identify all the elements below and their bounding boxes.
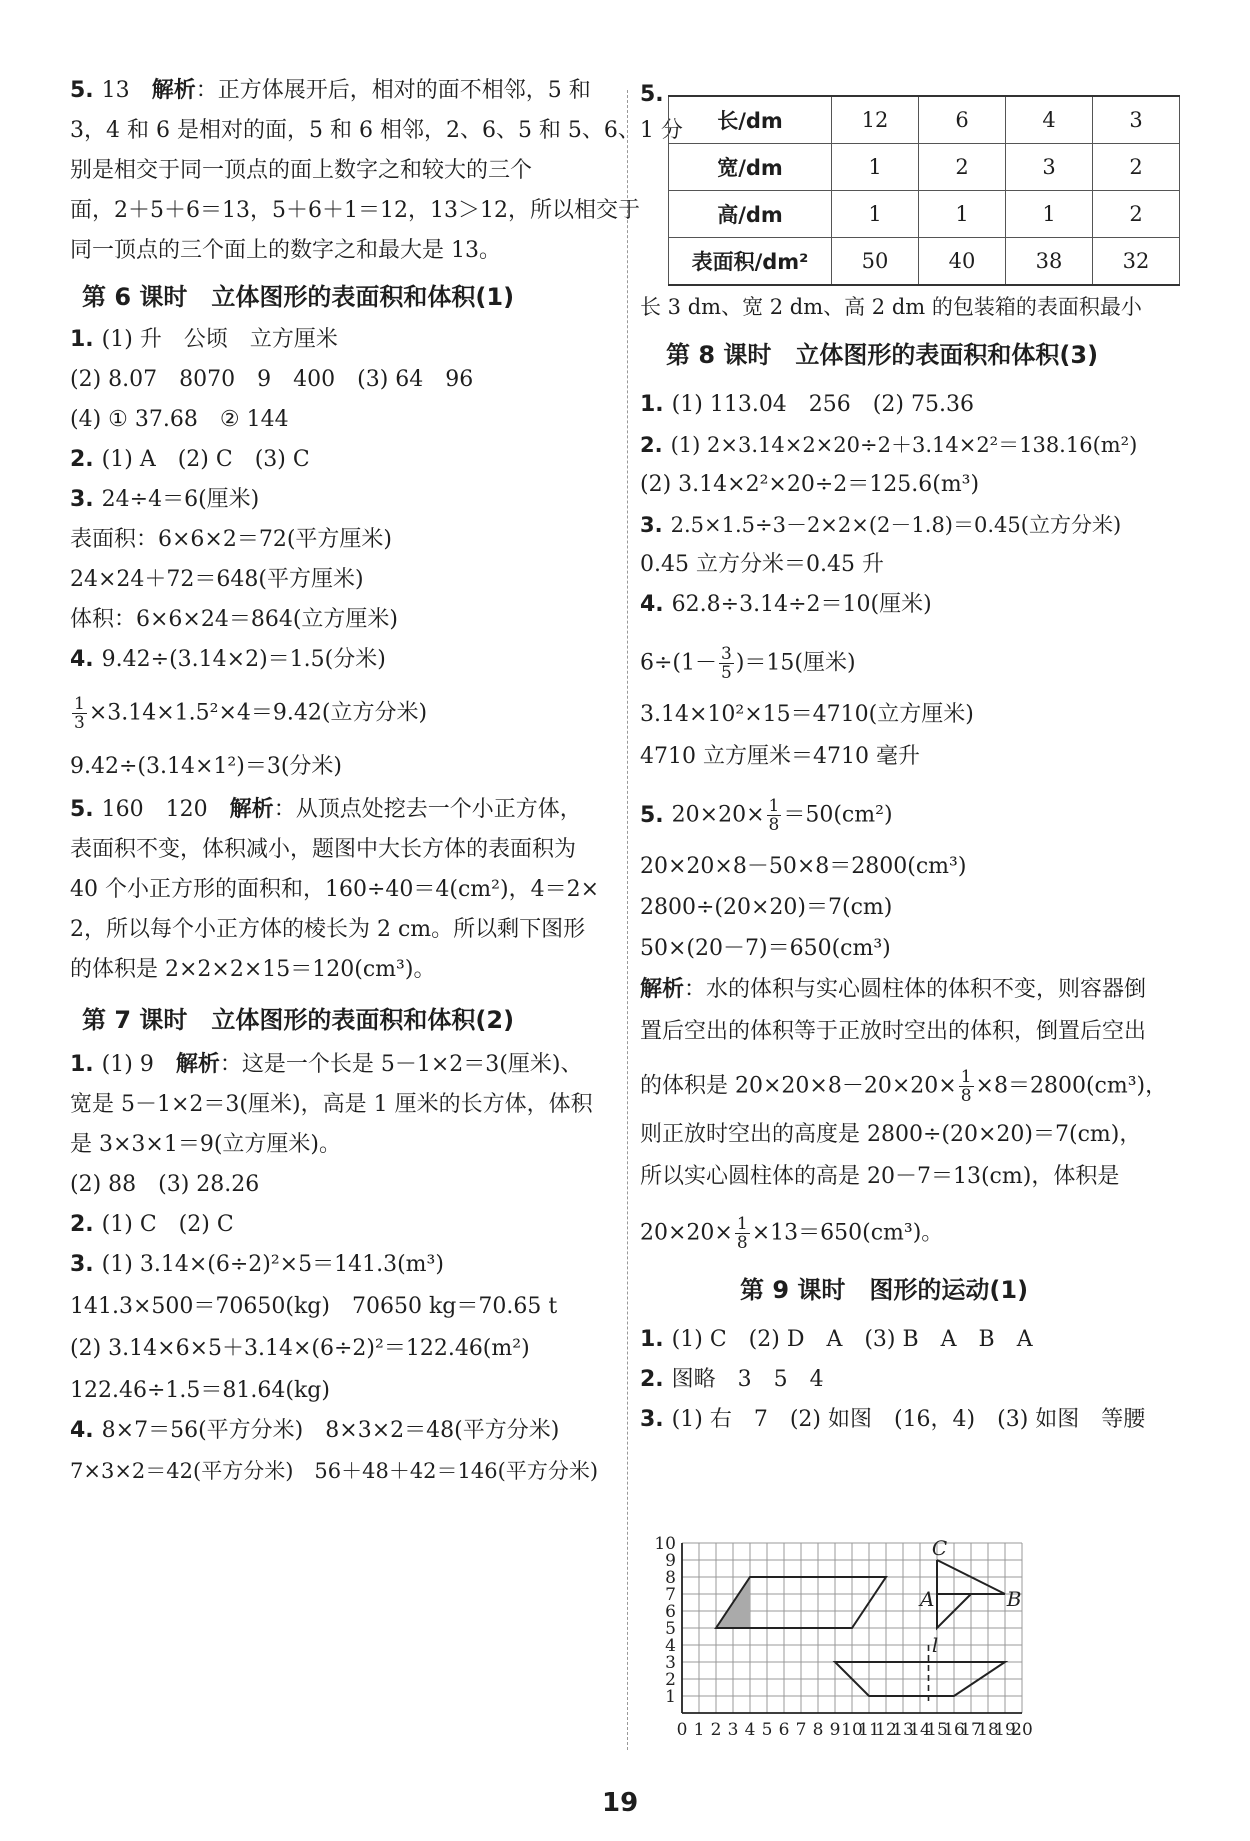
l9-line: 2. 图略 3 5 4 xyxy=(640,1367,824,1392)
label-a: A xyxy=(920,1586,935,1611)
x-tick-label: 17 xyxy=(960,1720,982,1740)
l8-line: 6÷(1－ $\frac{3}{5}$ )＝15(厘米) xyxy=(640,644,856,683)
l8-line: 50×(20－7)＝650(cm³) xyxy=(640,936,891,961)
l8-line: 3.14×10²×15＝4710(立方厘米) xyxy=(640,702,974,727)
text-line: 3，4 和 6 是相对的面，5 和 6 相邻，2、6、5 和 5、6、1 分 xyxy=(70,118,683,143)
l6-line: 4. 9.42÷(3.14×2)＝1.5(分米) xyxy=(70,647,386,672)
l7-line: 是 3×3×1＝9(立方厘米)。 xyxy=(70,1132,342,1157)
l7-line: 122.46÷1.5＝81.64(kg) xyxy=(70,1378,330,1403)
l9-line: 1. (1) C (2) D A (3) B A B A xyxy=(640,1327,1033,1352)
explanation-line: 20×20× $\frac{1}{8}$ ×13＝650(cm³)。 xyxy=(640,1214,944,1253)
l6-line: 5. 160 120 解析：从顶点处挖去一个小正方体， xyxy=(70,797,582,822)
l6-line: 40 个小正方形的面积和，160÷40＝4(cm²)，4＝2× xyxy=(70,877,599,902)
y-tick-label: 9 xyxy=(665,1551,676,1571)
y-tick-label: 2 xyxy=(665,1670,676,1690)
explanation-line: 则正放时空出的高度是 2800÷(20×20)＝7(cm)， xyxy=(640,1122,1142,1147)
text-line: 同一顶点的三个面上的数字之和最大是 13。 xyxy=(70,238,501,263)
l8-line: 4. 62.8÷3.14÷2＝10(厘米) xyxy=(640,592,932,617)
explanation-line: 解析：水的体积与实心圆柱体的体积不变，则容器倒 xyxy=(640,977,1147,1002)
explanation-line: 所以实心圆柱体的高是 20－7＝13(cm)，体积是 xyxy=(640,1164,1120,1189)
table-row: 宽/dm 1 2 3 2 xyxy=(669,144,1180,191)
l6-line: (2) 8.07 8070 9 400 (3) 64 96 xyxy=(70,367,474,392)
l6-line: 的体积是 2×2×2×15＝120(cm³)。 xyxy=(70,957,436,982)
x-tick-label: 5 xyxy=(761,1720,773,1740)
y-tick-label: 4 xyxy=(665,1636,676,1656)
l7-line: 7×3×2＝42(平方分米) 56＋48＋42＝146(平方分米) xyxy=(70,1459,599,1483)
l6-line: 1. (1) 升 公顷 立方厘米 xyxy=(70,327,338,352)
lesson-8-heading: 第 8 课时 立体图形的表面积和体积(3) xyxy=(666,341,1099,369)
l7-line: (2) 3.14×6×5＋3.14×(6÷2)²＝122.46(m²) xyxy=(70,1336,530,1361)
table-conclusion: 长 3 dm、宽 2 dm、高 2 dm 的包装箱的表面积最小 xyxy=(640,295,1142,319)
table-row: 表面积/dm² 50 40 38 32 xyxy=(669,238,1180,286)
l8-line: 1. (1) 113.04 256 (2) 75.36 xyxy=(640,392,974,417)
lesson-6-heading: 第 6 课时 立体图形的表面积和体积(1) xyxy=(82,283,515,311)
y-tick-label: 1 xyxy=(665,1687,676,1707)
l6-line: 3. 24÷4＝6(厘米) xyxy=(70,487,260,512)
x-tick-label: 3 xyxy=(727,1720,739,1740)
l7-line: 4. 8×7＝56(平方分米) 8×3×2＝48(平方分米) xyxy=(70,1418,560,1443)
l6-line: 2，所以每个小正方体的棱长为 2 cm。所以剩下图形 xyxy=(70,917,586,942)
fraction: $\frac{1}{8}$ xyxy=(960,1067,972,1106)
lesson-7-heading: 第 7 课时 立体图形的表面积和体积(2) xyxy=(82,1006,515,1034)
fraction: $\frac{1}{3}$ xyxy=(74,694,85,733)
lesson-9-heading: 第 9 课时 图形的运动(1) xyxy=(740,1276,1029,1304)
l6-line: 体积：6×6×24＝864(立方厘米) xyxy=(70,607,399,632)
l8-line: 3. 2.5×1.5÷3－2×2×(2－1.8)＝0.45(立方分米) xyxy=(640,513,1122,537)
l7-line: 3. (1) 3.14×(6÷2)²×5＝141.3(m³) xyxy=(70,1252,444,1277)
y-tick-label: 5 xyxy=(665,1619,676,1639)
column-divider xyxy=(627,90,628,1750)
item-5-number: 5. xyxy=(640,82,664,107)
l9-line: 3. (1) 右 7 (2) 如图 (16，4) (3) 如图 等腰 xyxy=(640,1407,1146,1432)
l8-line: 2800÷(20×20)＝7(cm) xyxy=(640,895,893,920)
label-c: C xyxy=(931,1535,948,1560)
x-tick-label: 2 xyxy=(710,1720,722,1740)
x-tick-label: 1 xyxy=(693,1720,705,1740)
l7-line: 宽是 5－1×2＝3(厘米)，高是 1 厘米的长方体，体积 xyxy=(70,1092,593,1117)
x-tick-label: 15 xyxy=(926,1720,948,1740)
page-number: 19 xyxy=(602,1788,639,1818)
l8-line: 20×20×8－50×8＝2800(cm³) xyxy=(640,854,967,879)
x-tick-label: 20 xyxy=(1011,1720,1033,1740)
fraction: $\frac{1}{8}$ xyxy=(768,796,780,835)
x-tick-label: 18 xyxy=(977,1720,999,1740)
x-tick-label: 4 xyxy=(744,1720,756,1740)
y-tick-label: 8 xyxy=(665,1568,676,1588)
l7-line: 2. (1) C (2) C xyxy=(70,1212,234,1237)
text-line: 面，2＋5＋6＝13，5＋6＋1＝12，13＞12，所以相交于 xyxy=(70,198,640,223)
x-tick-label: 8 xyxy=(812,1720,824,1740)
x-tick-label: 10 xyxy=(841,1720,863,1740)
text-line: 别是相交于同一顶点的面上数字之和较大的三个 xyxy=(70,158,533,183)
x-tick-label: 7 xyxy=(795,1720,807,1740)
explanation-line: 的体积是 20×20×8－20×20× $\frac{1}{8}$ ×8＝2800(cm³)， xyxy=(640,1067,1168,1106)
fraction: $\frac{1}{8}$ xyxy=(736,1214,748,1253)
l7-line: (2) 88 (3) 28.26 xyxy=(70,1172,260,1197)
l8-line: 4710 立方厘米＝4710 毫升 xyxy=(640,744,920,769)
l6-line: 2. (1) A (2) C (3) C xyxy=(70,447,310,472)
x-tick-label: 11 xyxy=(858,1720,880,1740)
y-tick-label: 6 xyxy=(665,1602,676,1622)
x-tick-label: 6 xyxy=(778,1720,790,1740)
table-row: 长/dm 12 6 4 3 xyxy=(669,96,1180,144)
l6-line: (4) ① 37.68 ② 144 xyxy=(70,407,289,432)
l7-line: 141.3×500＝70650(kg) 70650 kg＝70.65 t xyxy=(70,1294,558,1319)
l6-line: 表面积：6×6×2＝72(平方厘米) xyxy=(70,527,393,552)
x-tick-label: 9 xyxy=(829,1720,841,1740)
x-tick-label: 16 xyxy=(943,1720,965,1740)
fraction: $\frac{3}{5}$ xyxy=(721,644,732,683)
x-tick-label: 13 xyxy=(892,1720,914,1740)
x-tick-label: 19 xyxy=(994,1720,1016,1740)
l8-line: 5. 20×20× $\frac{1}{8}$ ＝50(cm²) xyxy=(640,796,893,835)
y-tick-label: 10 xyxy=(654,1534,676,1554)
l6-line: 24×24＋72＝648(平方厘米) xyxy=(70,567,364,592)
dimension-table xyxy=(668,95,1180,286)
l7-line: 1. (1) 9 解析：这是一个长是 5－1×2＝3(厘米)、 xyxy=(70,1052,583,1077)
coordinate-grid-figure xyxy=(640,1445,1160,1745)
explanation-line: 置后空出的体积等于正放时空出的体积，倒置后空出 xyxy=(640,1019,1147,1044)
x-tick-label: 0 xyxy=(676,1720,688,1740)
label-b: B xyxy=(1006,1586,1022,1611)
l6-line: 9.42÷(3.14×1²)＝3(分米) xyxy=(70,754,342,779)
l8-line: 2. (1) 2×3.14×2×20÷2＋3.14×2²＝138.16(m²) xyxy=(640,433,1138,457)
l6-line: $\frac{1}{3}$ ×3.14×1.5²×4＝9.42(立方分米) xyxy=(74,694,428,733)
l8-line: (2) 3.14×2²×20÷2＝125.6(m³) xyxy=(640,472,980,497)
table-row: 高/dm 1 1 1 2 xyxy=(669,191,1180,238)
y-tick-label: 7 xyxy=(665,1585,676,1605)
l6-line: 表面积不变，体积减小，题图中大长方体的表面积为 xyxy=(70,837,577,862)
y-tick-label: 3 xyxy=(665,1653,676,1673)
l8-line: 0.45 立方分米＝0.45 升 xyxy=(640,552,884,577)
x-tick-label: 12 xyxy=(875,1720,897,1740)
item-5: 5. 13 解析：正方体展开后，相对的面不相邻，5 和 xyxy=(70,78,591,103)
label-l: l xyxy=(931,1632,939,1657)
x-tick-label: 14 xyxy=(909,1720,931,1740)
